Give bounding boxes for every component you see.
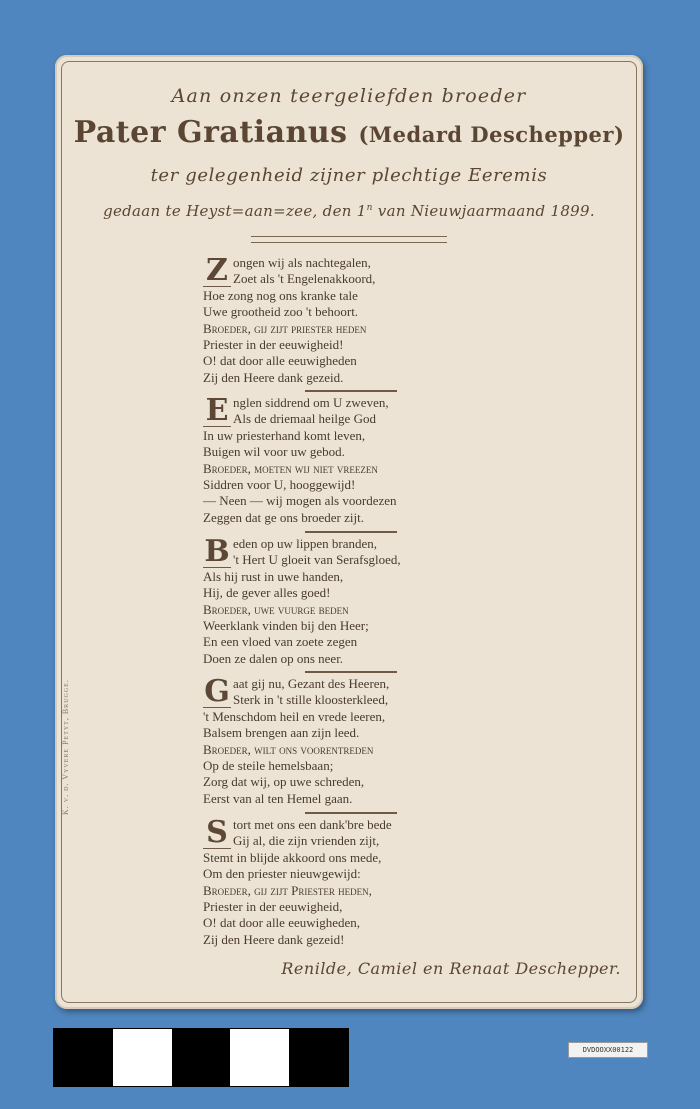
poem-line: Eerst van al ten Hemel gaan.: [203, 790, 353, 806]
poem-line: Balsem brengen aan zijn leed.: [203, 725, 360, 741]
poem-line: nglen siddrend om U zweven,: [233, 395, 389, 410]
poem-line: Weerklank vinden bij den Heer;: [203, 617, 369, 633]
poem-line: O! dat door alle eeuwigheden,: [203, 915, 361, 931]
color-scale-bar: [53, 1028, 349, 1087]
dedication-line: Aan onzen teergeliefden broeder: [171, 85, 527, 107]
poem-line: Uwe grootheid zoo 't behoort.: [203, 304, 359, 320]
stanza-divider: [305, 812, 397, 814]
poem-line: Zij den Heere dank gezeid!: [203, 931, 345, 947]
stanza: [203, 536, 523, 667]
poem-line: Broeder, uwe vuurge beden: [203, 601, 349, 617]
scale-block: [230, 1029, 289, 1086]
poem-line: 't Menschdom heil en vrede leeren,: [203, 708, 386, 724]
poem-line: Broeder, gij zijt Priester heden,: [203, 882, 372, 898]
stanza: [203, 817, 523, 948]
place-date-b: van Nieuwjaarmaand 1899.: [372, 202, 595, 220]
poem-line: Doen ze dalen op ons neer.: [203, 650, 344, 666]
drop-cap: G: [204, 674, 230, 709]
poem-line: Sterk in 't stille kloosterkleed,: [233, 692, 389, 708]
scale-block: [289, 1029, 348, 1086]
poem-line: Op de steile hemelsbaan;: [203, 757, 334, 773]
drop-cap: S: [203, 817, 231, 849]
poem-line: 't Hert U gloeit van Serafsgloed,: [233, 552, 401, 568]
poem-line: eden op uw lippen branden,: [233, 536, 378, 551]
poem-line: O! dat door alle eeuwigheden: [203, 353, 357, 369]
poem-line: Als de driemaal heilge God: [233, 411, 376, 427]
header-divider: [251, 236, 447, 243]
poem-line: Broeder, moeten wij niet vreezen: [203, 460, 378, 476]
poem-line: Zorg dat wij, op uwe schreden,: [203, 774, 365, 790]
poem-line: tort met ons een dank'bre bede: [233, 817, 392, 832]
poem-line: Hoe zong nog ons kranke tale: [203, 287, 358, 303]
drop-cap: B: [204, 534, 230, 569]
scale-block: [113, 1029, 172, 1086]
stanza: [203, 676, 523, 807]
honoree-civil-name: (Medard Deschepper): [358, 122, 625, 147]
scale-block: [172, 1029, 231, 1086]
poem-line: Om den priester nieuwgewijd:: [203, 866, 361, 882]
poem-line: — Neen — wij mogen als voordezen: [203, 493, 397, 509]
poem-line: Stemt in blijde akkoord ons mede,: [203, 849, 382, 865]
poem-line: Priester in der eeuwigheid,: [203, 898, 343, 914]
poem-line: Broeder, wilt ons voorentreden: [203, 741, 374, 757]
occasion-line: ter gelegenheid zijner plechtige Eeremis: [150, 165, 548, 186]
poem-line: Gij al, die zijn vrienden zijt,: [233, 833, 380, 849]
place-date-line: [55, 202, 643, 220]
poem-line: Hij, de gever alles goed!: [203, 585, 331, 601]
poem-line: Priester in der eeuwigheid!: [203, 336, 344, 352]
drop-cap: Z: [203, 255, 231, 287]
memorial-card: [55, 55, 643, 1009]
poem-line: Broeder, gij zijt priester heden: [203, 320, 367, 336]
poem-line: Als hij rust in uwe handen,: [203, 568, 344, 584]
stanza-divider: [305, 531, 397, 533]
stanza-divider: [305, 390, 397, 392]
honoree-name: [55, 115, 643, 150]
poem-line: In uw priesterhand komt leven,: [203, 427, 366, 443]
poem-line: ongen wij als nachtegalen,: [233, 255, 371, 270]
poem-line: Zoet als 't Engelenakkoord,: [233, 271, 376, 287]
drop-cap: E: [203, 395, 231, 427]
place-date-a: gedaan te Heyst=aan=zee, den 1: [103, 202, 367, 220]
poem-line: Siddren voor U, hooggewijd!: [203, 476, 356, 492]
museum-id-tag: DVDOOXX00122: [568, 1042, 648, 1058]
poem-line: Buigen wil voor uw gebod.: [203, 444, 345, 460]
printer-imprint: K. v. d. Vyvere Petyt, Brugge.: [61, 679, 70, 815]
poem-line: Zeggen dat ge ons broeder zijt.: [203, 509, 364, 525]
scale-block: [54, 1029, 113, 1086]
poem-line: En een vloed van zoete zegen: [203, 634, 358, 650]
stanza: [203, 255, 523, 386]
poem-line: Zij den Heere dank gezeid.: [203, 369, 344, 385]
place-date-sup: n: [366, 203, 373, 213]
stanza: [203, 395, 523, 526]
stanza-divider: [305, 671, 397, 673]
poem-line: aat gij nu, Gezant des Heeren,: [233, 676, 390, 691]
signature: Renilde, Camiel en Renaat Deschepper.: [281, 959, 621, 978]
honoree-title: Pater Gratianus: [73, 115, 348, 150]
